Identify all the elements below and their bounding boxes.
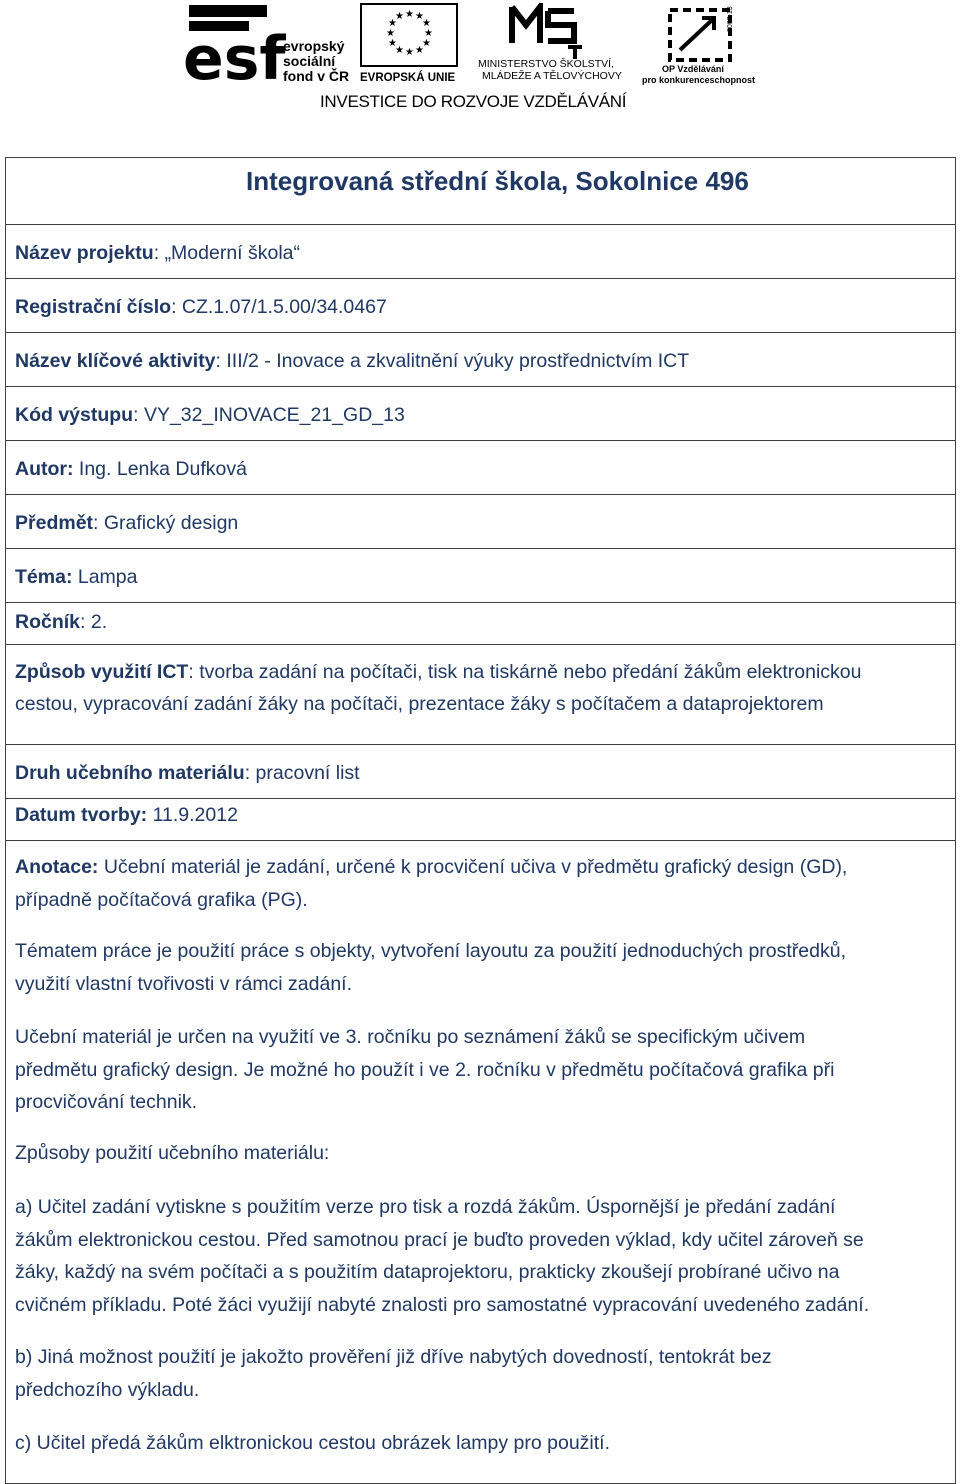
field-label: Název projektu (15, 242, 154, 264)
field-value: III/2 - Inovace a zkvalitnění výuky prostřednictvím ICT (226, 350, 690, 372)
svg-text:★: ★ (388, 18, 397, 29)
op-vzdelavani-logo (640, 2, 760, 86)
field-value: 2. (90, 611, 108, 633)
field-value: „Moderní škola“ (164, 242, 301, 264)
annotation-paragraph: Učební materiál je určen na využití ve 3. ročníku po seznámení žáků se specifickým učivem předmětu grafický design. Je možné ho použít i ve 2. ročníku v předmětu počítačová grafika při procvičování technik. (15, 1026, 835, 1113)
field-row: Kód výstupu: VY_32_INOVACE_21_GD_13 (6, 387, 955, 441)
svg-text:OP Vzdělávání: OP Vzdělávání (662, 64, 724, 74)
svg-text:★: ★ (415, 11, 424, 22)
field-row: Registrační číslo: CZ.1.07/1.5.00/34.0467 (6, 279, 955, 333)
svg-text:★: ★ (405, 9, 414, 20)
svg-text:MINISTERSTVO ŠKOLSTVÍ,: MINISTERSTVO ŠKOLSTVÍ, (478, 58, 614, 70)
svg-text:pro konkurenceschopnost: pro konkurenceschopnost (642, 75, 756, 85)
svg-text:evropský: evropský (283, 38, 345, 54)
svg-text:★: ★ (386, 28, 395, 39)
svg-text:★: ★ (422, 38, 431, 49)
field-row: Název projektu: „Moderní škola“ (6, 225, 955, 279)
field-label: Předmět (15, 512, 94, 534)
logo-bar (0, 0, 960, 140)
date-row (6, 799, 955, 841)
svg-text:★: ★ (388, 38, 397, 49)
date-label: Datum tvorby: (15, 804, 148, 826)
usage-method-a: a) Učitel zadání vytiskne s použitím verze pro tisk a rozdá žákům. Úspornější je předání zadání žákům elektronickou cestou. Před samotnou prací je buďto proveden výklad, kdy učitel zároveň se žáky, každý na svém počítači a s použitím dataprojektoru, prakticky zkoušejí probírané učivo na cvičném příkladu. Poté žáci využijí nabyté znalosti pro samostatné vypracování uvedeného zadání. (15, 1196, 870, 1316)
invest-slogan: INVESTICE DO ROZVOJE VZDĚLÁVÁNÍ (320, 92, 627, 111)
annotation-intro: Anotace: Učební materiál je zadání, určené k procvičení učiva v předmětu grafický design (GD), případně počítačová grafika (PG). (15, 856, 848, 911)
field-label: Autor: (15, 458, 74, 480)
svg-text:2007-13: 2007-13 (727, 6, 734, 32)
svg-text:★: ★ (422, 18, 431, 29)
field-value: Grafický design (103, 512, 239, 534)
svg-text:sociální: sociální (283, 53, 336, 69)
field-label: Ročník (15, 611, 81, 633)
usage-label: Způsob využití ICT (15, 661, 189, 683)
eu-flag-logo (360, 3, 460, 85)
project-info-table (5, 157, 956, 1484)
usage-method-c: c) Učitel předá žákům elktronickou cestou obrázek lampy pro použití. (15, 1432, 611, 1454)
field-value: CZ.1.07/1.5.00/34.0467 (181, 296, 387, 318)
field-row (6, 549, 955, 603)
date-value: 11.9.2012 (152, 804, 238, 826)
field-row: Název klíčové aktivity: III/2 - Inovace a zkvalitnění výuky prostřednictvím ICT (6, 333, 955, 387)
field-value: VY_32_INOVACE_21_GD_13 (143, 404, 405, 426)
field-label: Téma: (15, 566, 73, 588)
usage-methods-heading: Způsoby použití učebního materiálu: (15, 1142, 330, 1164)
annotation-cell (6, 841, 955, 1483)
material-value: pracovní list (255, 762, 360, 784)
msmt-logo (478, 3, 638, 85)
school-row (6, 158, 955, 225)
material-label: Druh učebního materiálu (15, 762, 245, 784)
field-row (6, 441, 955, 495)
school-title: Integrovaná střední škola, Sokolnice 496 (246, 166, 749, 196)
field-label: Název klíčové aktivity (15, 350, 216, 372)
field-label: Registrační číslo (15, 296, 172, 318)
annotation-paragraph: Tématem práce je použití práce s objekty, vytvoření layoutu za použití jednoduchých prostředků, využití vlastní tvořivosti v rámci zadání. (15, 940, 846, 995)
usage-text: Způsob využití ICT: tvorba zadání na počítači, tisk na tiskárně nebo předání žákům elektronickou cestou, vypracování zadání žáky na počítači, prezentace žáky s počítačem a dataprojektorem (15, 661, 862, 715)
svg-text:★: ★ (405, 47, 414, 58)
field-value: Ing. Lenka Dufková (78, 458, 247, 480)
usage-method-b: b) Jiná možnost použití je jakožto prověření již dříve nabytých dovedností, tentokrát bez předchozího výkladu. (15, 1346, 772, 1401)
svg-text:EVROPSKÁ UNIE: EVROPSKÁ UNIE (360, 72, 456, 84)
svg-text:MLÁDEŽE A TĚLOVÝCHOVY: MLÁDEŽE A TĚLOVÝCHOVY (482, 70, 622, 82)
svg-text:★: ★ (395, 45, 404, 56)
svg-text:esf: esf (183, 24, 286, 83)
svg-text:★: ★ (395, 11, 404, 22)
esf-logo (183, 3, 353, 83)
svg-text:★: ★ (424, 28, 433, 39)
field-row: Předmět: Grafický design (6, 495, 955, 549)
field-row: Ročník: 2. (6, 603, 955, 645)
field-label: Kód výstupu (15, 404, 134, 426)
usage-row (6, 645, 955, 745)
svg-text:fond v ČR: fond v ČR (283, 68, 350, 83)
svg-text:★: ★ (415, 45, 424, 56)
field-value: Lampa (77, 566, 138, 588)
material-row: Druh učebního materiálu: pracovní list (6, 745, 955, 799)
